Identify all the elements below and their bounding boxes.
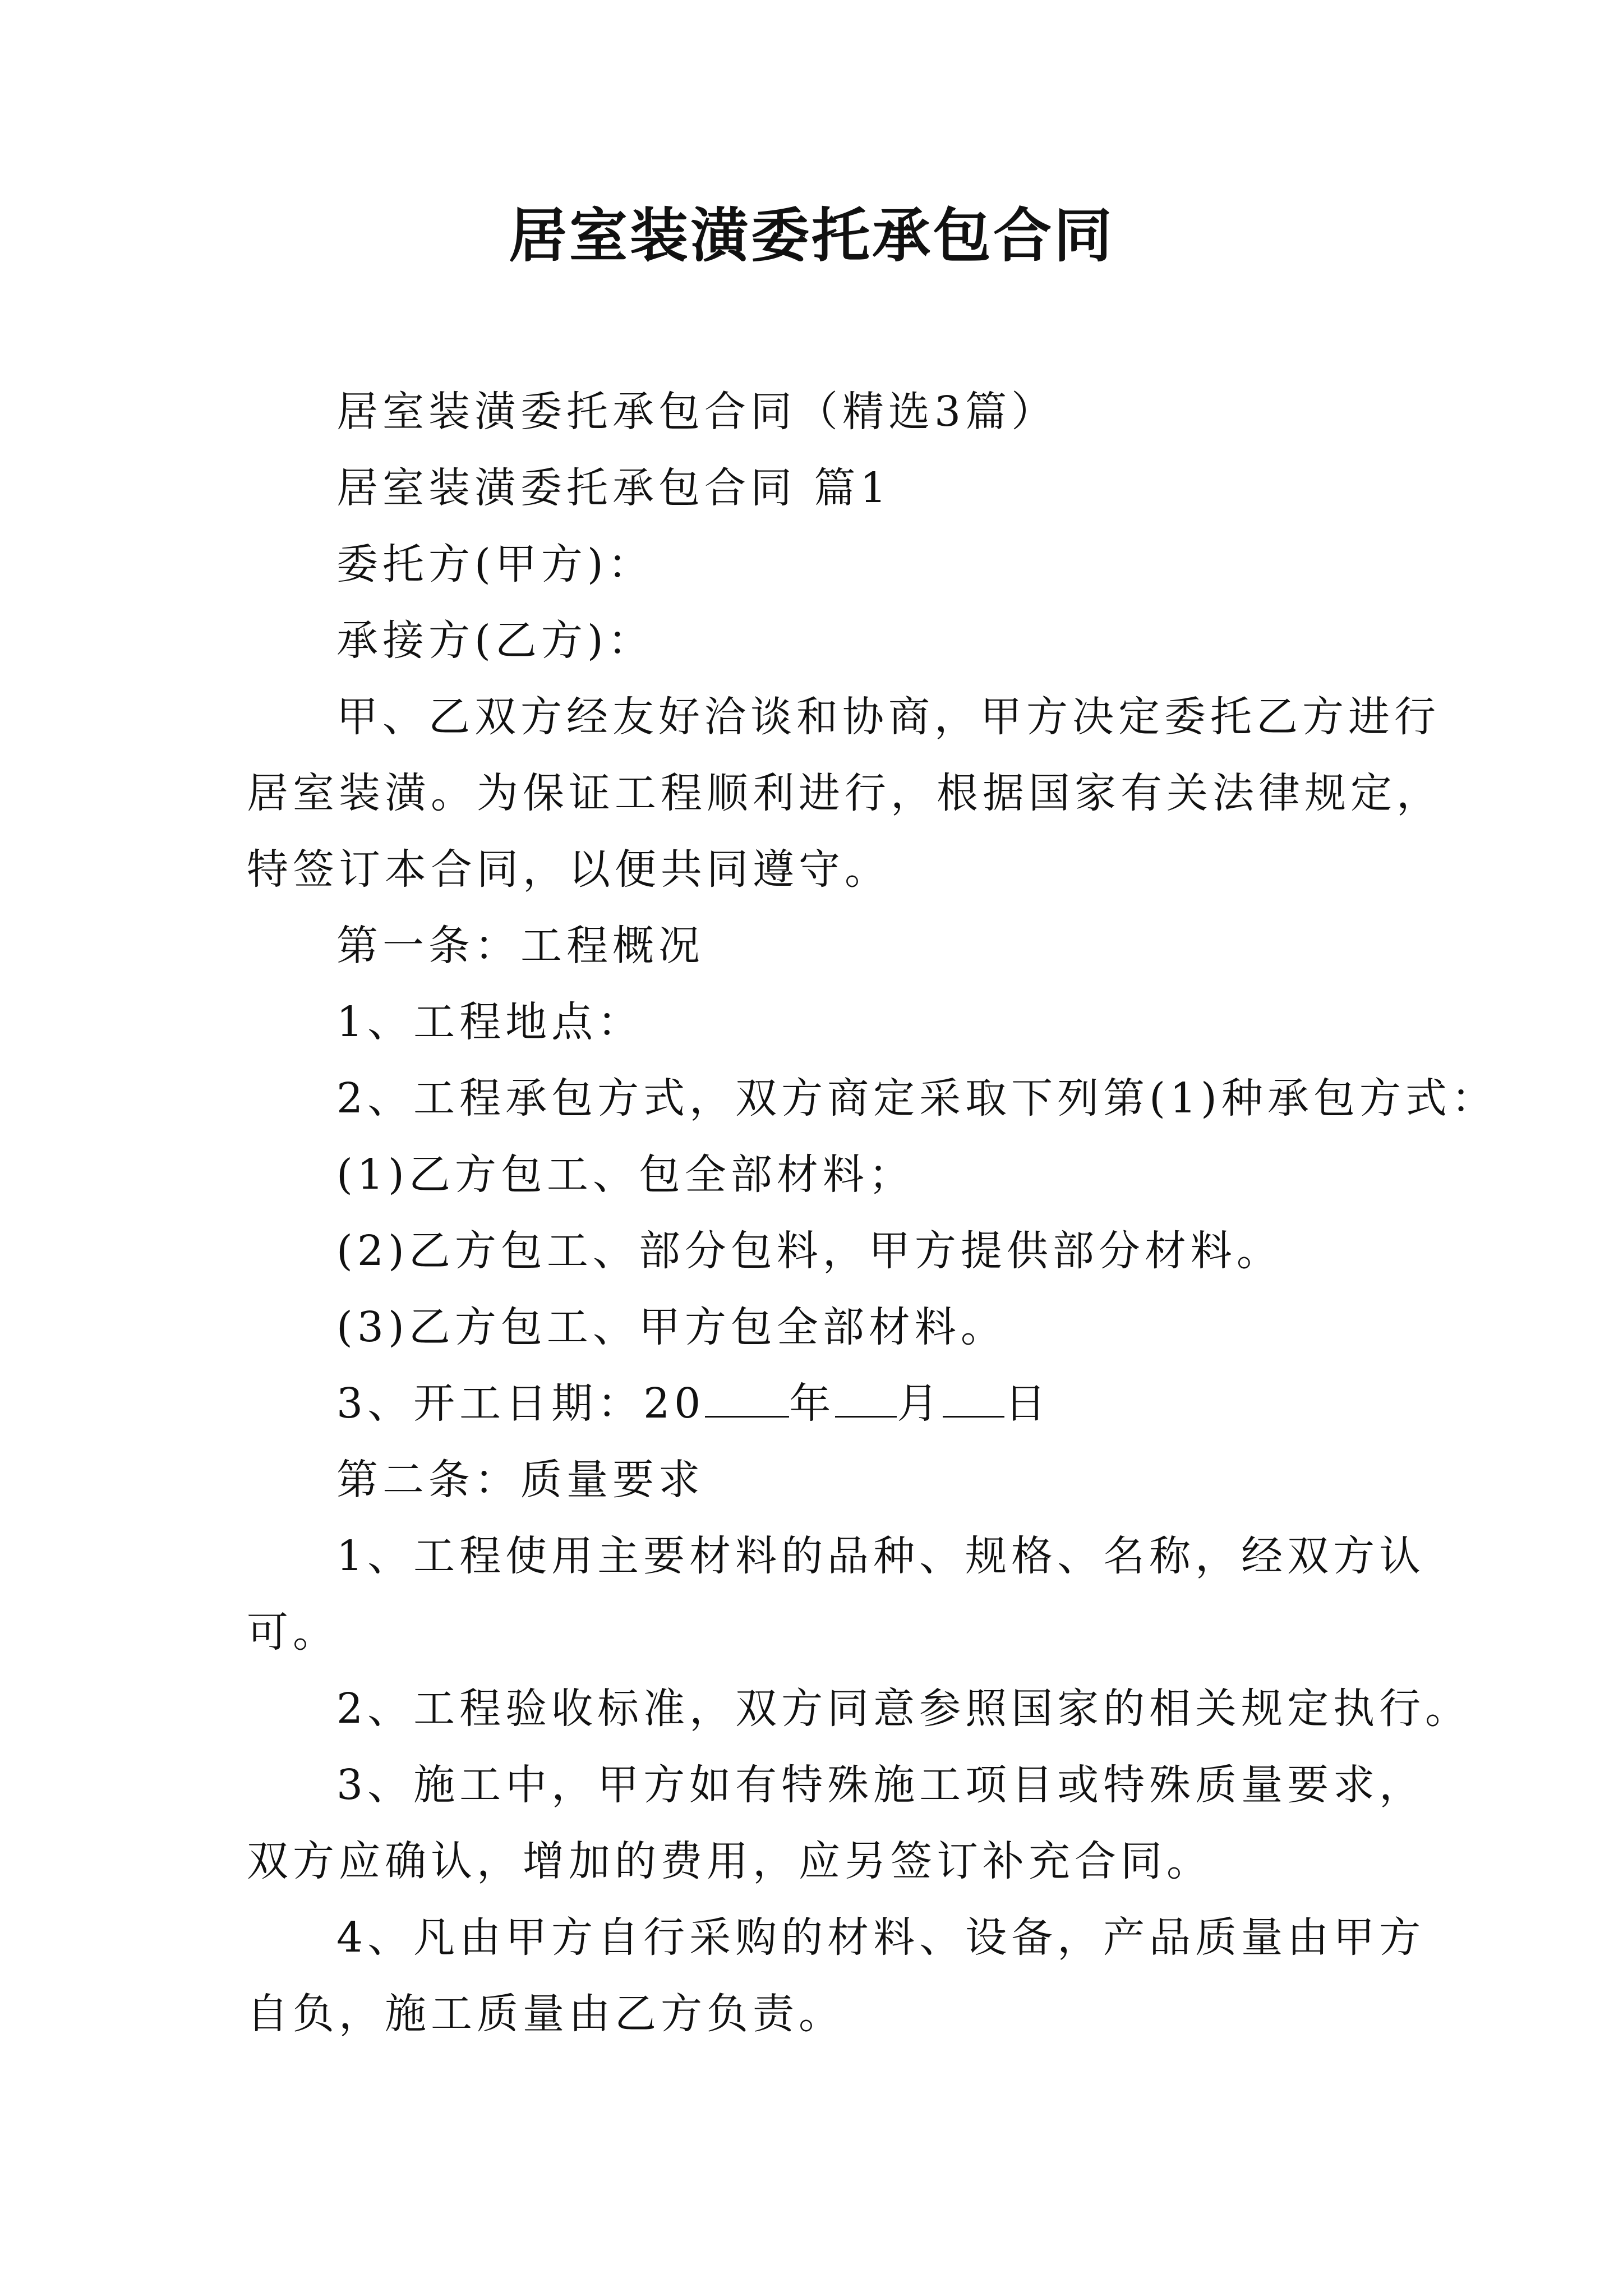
article-2-item-1-line-2: 可。: [247, 1608, 339, 1657]
section-heading: 居室装潢委托承包合同 篇1: [336, 464, 891, 512]
article-2-item-2: 2、工程验收标准，双方同意参照国家的相关规定执行。: [336, 1685, 1472, 1733]
month-label: 月: [897, 1379, 943, 1428]
intro-line-2: 居室装潢。为保证工程顺利进行，根据国家有关法律规定，: [247, 769, 1442, 817]
start-date-prefix: 3、开工日期：20: [336, 1379, 706, 1428]
article-2-item-3-line-1: 3、施工中，甲方如有特殊施工项目或特殊质量要求，: [336, 1761, 1426, 1809]
article-2-item-4-line-1: 4、凡由甲方自行采购的材料、设备，产品质量由甲方: [336, 1913, 1426, 1962]
document-body: [247, 374, 1497, 2052]
article-1-option-2: (2)乙方包工、部分包料，甲方提供部分材料。: [336, 1227, 1283, 1275]
day-blank: [943, 1377, 1004, 1418]
article-1-item-2: 2、工程承包方式，双方商定采取下列第(1)种承包方式：: [336, 1074, 1497, 1122]
intro-line-3: 特签订本合同，以便共同遵守。: [247, 845, 891, 894]
year-label: 年: [789, 1379, 836, 1428]
article-1-option-3: (3)乙方包工、甲方包全部材料。: [336, 1303, 1007, 1351]
article-2-item-1-line-1: 1、工程使用主要材料的品种、规格、名称，经双方认: [336, 1532, 1426, 1580]
article-2-heading: 第二条：质量要求: [336, 1456, 704, 1504]
article-2-item-4-line-2: 自负，施工质量由乙方负责。: [247, 1990, 845, 2038]
year-blank: [705, 1377, 789, 1418]
party-a: 委托方(甲方)：: [336, 540, 654, 588]
article-1-option-1: (1)乙方包工、包全部材料；: [336, 1151, 915, 1199]
party-b: 承接方(乙方)：: [336, 616, 654, 665]
document-title: 居室装潢委托承包合同: [508, 201, 1114, 270]
article-1-item-1: 1、工程地点：: [336, 998, 644, 1046]
month-blank: [835, 1377, 897, 1418]
article-1-item-3: [247, 1365, 1391, 1442]
intro-line-1: 甲、乙双方经友好洽谈和协商，甲方决定委托乙方进行: [336, 693, 1440, 741]
day-label: 日: [1004, 1379, 1051, 1428]
article-2-item-3-line-2: 双方应确认，增加的费用，应另签订补充合同。: [247, 1837, 1212, 1885]
article-1-heading: 第一条：工程概况: [336, 922, 704, 970]
subtitle: 居室装潢委托承包合同（精选3篇）: [336, 388, 1058, 436]
